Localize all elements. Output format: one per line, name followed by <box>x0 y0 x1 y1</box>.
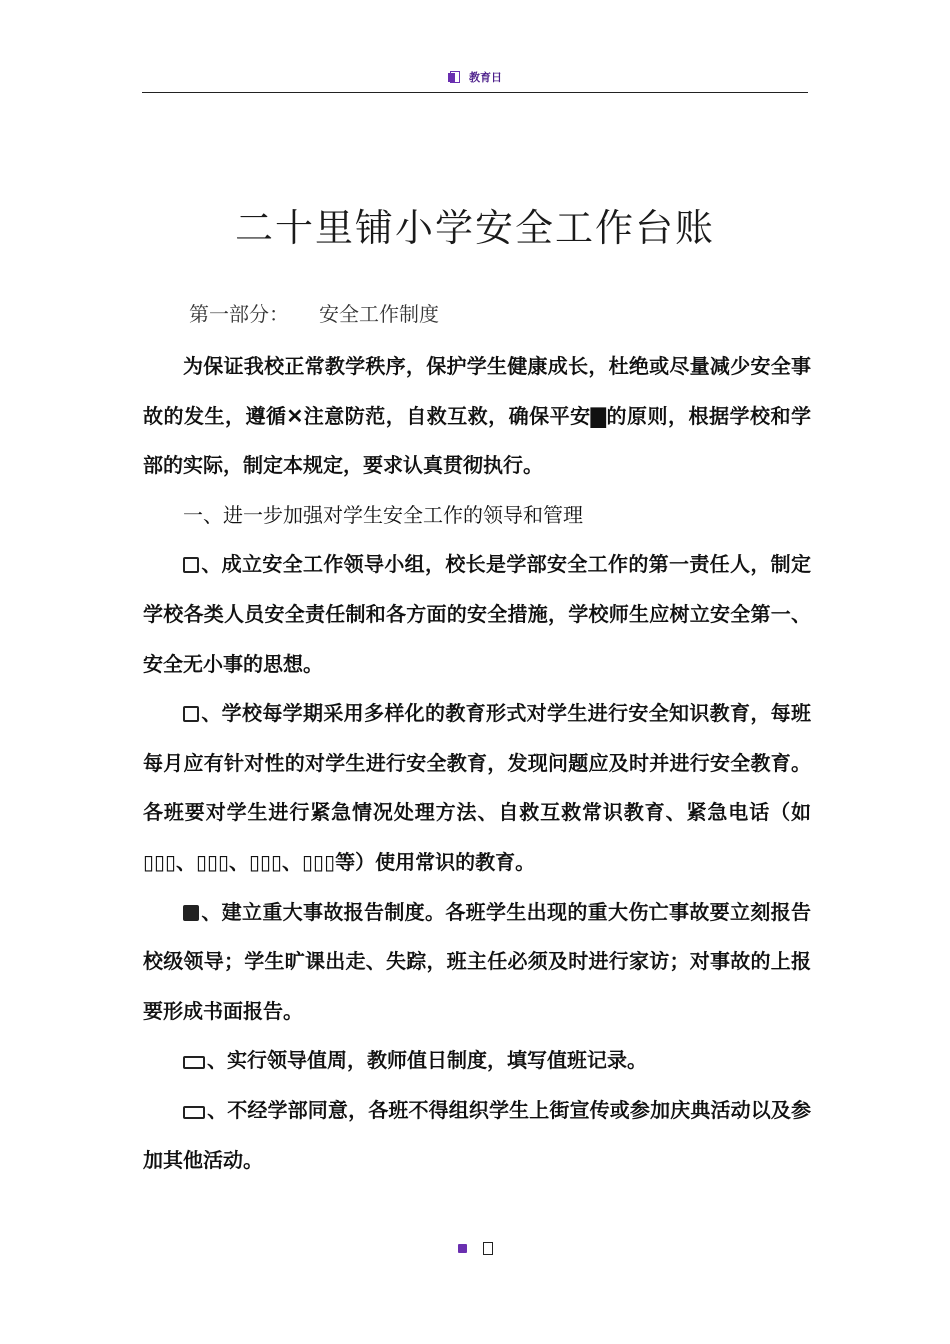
item-5-text: 、不经学部同意，各班不得组织学生上街宣传或参加庆典活动以及参加其他活动。 <box>143 1097 811 1172</box>
item-marker-icon <box>183 1056 205 1069</box>
section-name: 安全工作制度 <box>319 302 439 326</box>
footer-icons <box>458 1242 493 1255</box>
page-header <box>142 64 808 93</box>
item-2 <box>143 689 811 887</box>
document-body <box>143 342 811 1185</box>
item-marker-icon <box>183 557 199 573</box>
intro-paragraph: 为保证我校正常教学秩序，保护学生健康成长，杜绝或尽量减少安全事故的发生，遵循✕注意防范，自救互救，确保平安▇的原则，根据学校和学部的实际，制定本规定，要求认真贯彻执行。 <box>143 354 811 478</box>
item-5 <box>143 1086 811 1185</box>
section-heading <box>189 298 439 327</box>
item-4 <box>143 1036 811 1086</box>
item-1 <box>143 540 811 689</box>
item-marker-icon <box>183 905 199 921</box>
page-footer <box>0 1238 950 1257</box>
section-part: 第一部分： <box>189 302 289 326</box>
page-dot-icon <box>458 1244 467 1253</box>
document-title: 二十里铺小学安全工作台账 <box>234 206 715 251</box>
heading-1: 一、进一步加强对学生安全工作的领导和管理 <box>183 502 583 527</box>
item-1-text: 、成立安全工作领导小组，校长是学部安全工作的第一责任人，制定学校各类人员安全责任制和各方面的安全措施，学校师生应树立安全第一、安全无小事的思想。 <box>143 552 811 676</box>
document-icon <box>448 71 459 83</box>
item-3-text: 、建立重大事故报告制度。各班学生出现的重大伤亡事故要立刻报告校级领导；学生旷课出走、失踪，班主任必须及时进行家访；对事故的上报要形成书面报告。 <box>143 899 811 1023</box>
item-4-text: 、实行领导值周，教师值日制度，填写值班记录。 <box>207 1048 647 1073</box>
page-number-icon <box>483 1242 493 1255</box>
item-2-text: 、学校每学期采用多样化的教育形式对学生进行安全知识教育，每班每月应有针对性的对学生进行安全教育，发现问题应及时并进行安全教育。各班要对学生进行紧急情况处理方法、自救互救常识教育、紧急电话（如▯▯▯、▯▯▯、▯▯▯、▯▯▯等）使用常识的教育。 <box>143 701 811 874</box>
header-label: 教育日 <box>469 71 502 84</box>
item-3 <box>143 888 811 1037</box>
item-marker-icon <box>183 706 199 722</box>
header-content <box>448 69 502 85</box>
item-marker-icon <box>183 1106 205 1119</box>
